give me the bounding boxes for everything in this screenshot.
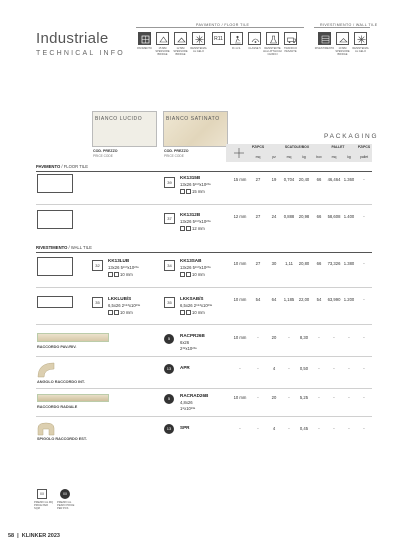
tempered-label: TRAFFICO PESANTE: [284, 47, 297, 54]
brand-name: KLINKER 2023: [21, 533, 60, 539]
chemical-label: RESISTENTE AGLI ATTACCHI CHIMICI: [262, 47, 283, 57]
col-box-top: SCATOLE/BOX: [284, 145, 310, 149]
wear-15mm-icon: [156, 32, 169, 45]
trim-code: SPR: [180, 425, 190, 430]
col-mq-1: mq: [255, 155, 261, 159]
price-code-header-2: COD. PREZZO: [164, 149, 189, 153]
frost-icon: [192, 32, 205, 45]
floor-tile-icon: [138, 32, 151, 45]
slip-icon: [230, 32, 243, 45]
product-size: 13x26 5¹⁶³x10²³ᵃ: [180, 182, 211, 187]
product-code: KK13SAB: [180, 258, 202, 263]
legend-sqm-label: PREZZO AL MQ PRICE PER SQM: [34, 501, 54, 511]
product-code: KK1315B: [180, 175, 201, 180]
product-size: 13x26 5¹⁶³x10²³ᵃ: [108, 265, 139, 270]
swatch-name-lucido: BIANCO LUCIDO: [95, 116, 143, 122]
frost-wall-label: RESISTENZA AL GELO: [352, 47, 369, 54]
trim-size: 4,8x26: [180, 400, 193, 405]
wear-15mm-label: 15 MM SPESSORE BRIDGE: [155, 47, 170, 57]
legend-sqm-symbol: XX: [37, 489, 47, 499]
price-num-circle: 13: [164, 364, 174, 374]
price-num-circle: 5: [164, 394, 174, 404]
slip-label: R.I.A.S.: [232, 47, 241, 50]
price-num-box: 37: [164, 213, 175, 224]
col-pallet-top: PALLET: [331, 145, 345, 149]
trim-image: [37, 394, 109, 402]
class-icon: [248, 32, 261, 45]
packaging-title: PACKAGING: [324, 133, 379, 140]
trim-code: RACPR26B: [180, 333, 205, 338]
product-thickness: 12 mm: [180, 226, 205, 231]
page-number: 58: [8, 533, 15, 539]
trim-label: RACCORDO PAV./RIV.: [37, 345, 77, 349]
price-num-box: 34: [164, 260, 175, 271]
price-num-box: 39: [164, 177, 175, 188]
row-divider: [36, 388, 372, 389]
trim-label: SPIGOLO RACCORDO EST.: [37, 437, 87, 441]
trim-code: APR: [180, 365, 190, 370]
price-num-circle: 13: [164, 424, 174, 434]
price-code-header-1: COD. PREZZO: [93, 149, 118, 153]
frost-wall-icon: [354, 32, 367, 45]
wear-12mm-icon: [174, 32, 187, 45]
tempered-icon: [284, 32, 297, 45]
page-title: Industriale: [36, 30, 109, 47]
row-divider: [36, 356, 372, 357]
trim-size: 6x26: [180, 340, 190, 345]
col-mq-2: mq: [286, 155, 292, 159]
trim-size-inch: 2³⁸x10²³ᵃ: [180, 346, 197, 351]
wear-10mm-icon: [336, 32, 349, 45]
wall-section-label: RIVESTIMENTO / WALL TILE: [320, 23, 378, 27]
section-floor-line: [36, 171, 372, 172]
row-divider: [36, 204, 372, 205]
price-code-sub-1: PRICE CODE: [93, 154, 113, 158]
trim-label: ANGOLO RACCORDO INT.: [37, 380, 85, 384]
col-box: box: [316, 155, 322, 159]
swatch-name-satinato: BIANCO SATINATO: [166, 116, 220, 122]
floor-section-line: [136, 27, 304, 28]
wall-icon-label: RIVESTIMENTO: [314, 47, 335, 50]
chemical-icon: [266, 32, 279, 45]
product-size: 13x26 5¹⁶³x10²³ᵃ: [180, 265, 211, 270]
product-code: LKKSAB/S: [180, 296, 204, 301]
trim-size-inch: 1⁸x10²³ᵃ: [180, 406, 196, 411]
product-size: 13x26 5¹⁶³x10²³ᵃ: [180, 219, 211, 224]
product-size: 6,5x26 2⁶⁵³x10²³ᵃ: [108, 303, 141, 308]
joint-icon: [232, 146, 246, 165]
section-wall-line: [36, 252, 372, 253]
col-pcs-top: PZ/PCS: [251, 145, 265, 149]
product-thickness: 10 mm: [108, 272, 133, 277]
product-code: KK13LUB: [108, 258, 130, 263]
price-code-sub-2: PRICE CODE: [164, 154, 184, 158]
product-thickness: 10 mm: [180, 310, 205, 315]
row-divider: [36, 416, 372, 417]
wall-tile-icon: [318, 32, 331, 45]
page-subtitle: TECHNICAL INFO: [36, 50, 125, 57]
col-kg-1: kg: [302, 155, 306, 159]
wall-section-line: [314, 27, 370, 28]
product-code: LKKLUB/S: [108, 296, 132, 301]
page-footer: 58 | KLINKER 2023: [8, 533, 60, 539]
wear-10mm-label: 10 MM SPESSORE BRIDGE: [335, 47, 350, 57]
floor-section-label: PAVIMENTO / FLOOR TILE: [196, 23, 250, 27]
price-num-box: 35: [164, 297, 175, 308]
price-num-circle: 5: [164, 334, 174, 344]
trim-image: [37, 333, 109, 342]
class-label: CLASSE 5: [248, 47, 261, 50]
wear-12mm-label: 12 MM SPESSORE BRIDGE: [173, 47, 188, 57]
product-thickness: 10 mm: [180, 272, 205, 277]
row-divider: [36, 324, 372, 325]
col-mq-3: mq: [331, 155, 337, 159]
section-floor-title: PAVIMENTO / FLOOR TILE: [36, 164, 89, 169]
col-pz: pz: [272, 155, 276, 159]
tile-preview-floor-2: [37, 210, 73, 229]
product-size: 6,5x26 2⁶⁵³x10²³ᵃ: [180, 303, 213, 308]
product-code: KK1312B: [180, 212, 201, 217]
price-num-box: 32: [92, 260, 103, 271]
tile-preview-wall-2: [37, 296, 73, 308]
trim-code: RACRAD26B: [180, 393, 209, 398]
frost-label: RESISTENZA AL GELO: [190, 47, 207, 54]
col-pallet: pallet: [359, 155, 369, 159]
tile-preview-wall-1: [37, 257, 73, 276]
row-divider: [36, 287, 372, 288]
trim-label: RACCORDO RADIALE: [37, 405, 78, 409]
legend-pcs-symbol: XX: [60, 489, 70, 499]
product-thickness: 10 mm: [108, 310, 133, 315]
r11-icon: R11: [212, 32, 225, 45]
col-pcs-pallet-top: PZ/PCS: [357, 145, 371, 149]
section-wall-title: RIVESTIMENTO / WALL TILE: [36, 245, 92, 250]
product-thickness: 15 mm: [180, 189, 205, 194]
col-kg-2: kg: [347, 155, 351, 159]
price-num-box: 35: [92, 297, 103, 308]
legend-pcs-label: PREZZO AL PEZZO PRICE PER PCS: [57, 501, 75, 511]
tile-preview-floor-1: [37, 174, 73, 193]
floor-icon-label: PAVIMENTO: [137, 47, 152, 50]
